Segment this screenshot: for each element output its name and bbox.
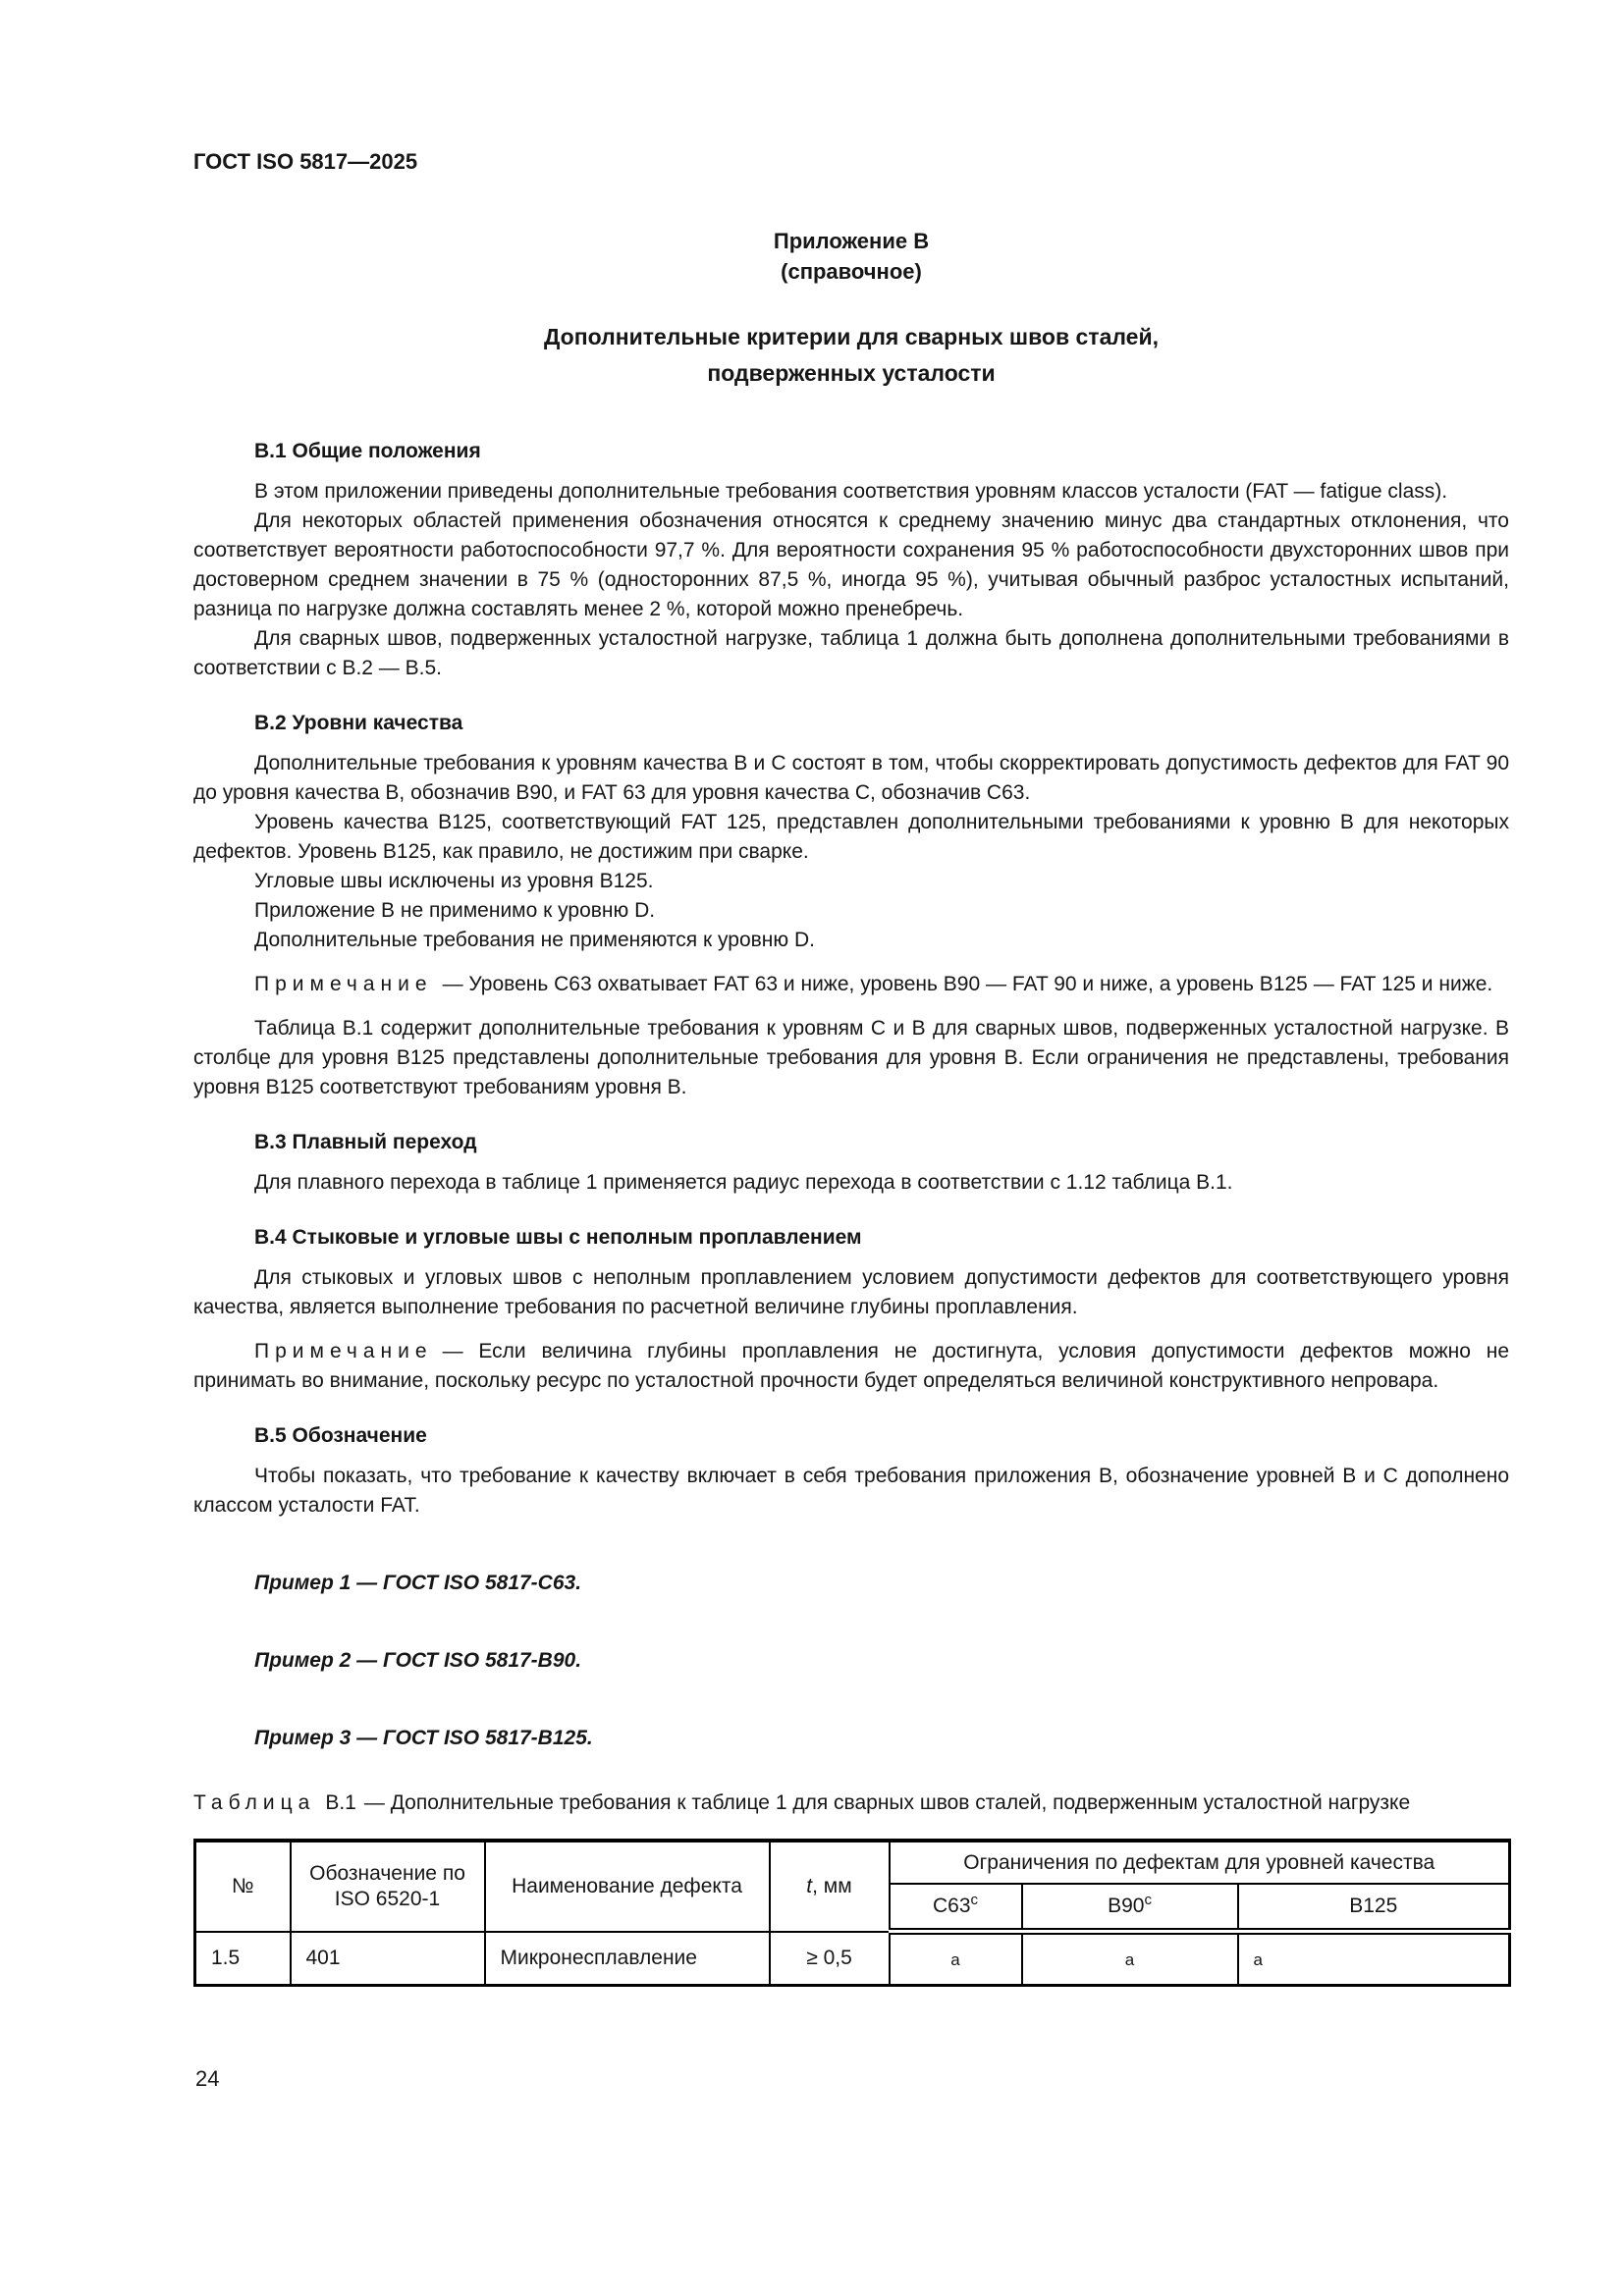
col-header-c63-label: С63 [932,1895,971,1917]
table-b1-header [195,1841,1510,1932]
appendix-name: Приложение В [773,229,930,253]
paragraph-b2-4: Приложение В не применимо к уровню D. [254,899,656,922]
col-header-defect: Наименование дефекта [485,1841,770,1932]
cell-b125-footnote: а [1253,1950,1263,1969]
appendix-block [193,226,1509,287]
col-header-designation: Обозначение по ISO 6520-1 [291,1841,485,1932]
table-caption [193,1789,1509,1818]
note-b2-label: Примечание [254,973,433,995]
document-title-line1: Дополнительные критерии для сварных швов сталей, [544,324,1159,349]
paragraph-b1-1: В этом приложении приведены дополнительные требования соответствия уровням классов усталости (FAT — fatigue class). [254,480,1448,503]
col-header-t-symbol: t [806,1874,813,1897]
col-header-b90 [1022,1884,1238,1932]
cell-defect: Микронесплавление [485,1932,770,1986]
section-heading-b3: В.3 Плавный переход [254,1131,477,1153]
document-title-line2: подверженных усталости [707,360,996,386]
note-b2-text: — Уровень С63 охватывает FAT 63 и ниже, уровень В90 — FAT 90 и ниже, а уровень В125 — FAT 125 и ниже. [442,973,1493,995]
cell-c63-footnote: а [950,1950,960,1969]
section-heading-b2: В.2 Уровни качества [254,712,463,734]
note-b2 [193,970,1509,999]
paragraph-b2-6: Таблица В.1 содержит дополнительные требования к уровням С и В для сварных швов, подверженных усталостной нагрузке. В столбце для уровня В125 представлены дополнительные требования для уровня В. Если ограничения не представлены, требования уровня В125 соответствуют требованиям уровня В. [193,1017,1509,1098]
example-1: Пример 1 — ГОСТ ISO 5817-С63. [254,1572,582,1594]
paragraph-b4-1: Для стыковых и угловых швов с неполным проплавлением условием допустимости дефектов для соответствующего уровня качества, является выполнение требования по расчетной величине глубины проплавления. [193,1266,1509,1318]
page-content [193,0,1509,1987]
example-3: Пример 3 — ГОСТ ISO 5817-В125. [254,1727,593,1749]
col-header-limits: Ограничения по дефектам для уровней качества [890,1841,1510,1884]
table-caption-word: Таблица [193,1791,316,1814]
table-b1 [193,1839,1511,1987]
appendix-kind: (справочное) [781,259,922,284]
paragraph-b5-1: Чтобы показать, что требование к качеству включает в себя требования приложения В, обозначение уровней В и С дополнено классом усталости FAT. [193,1465,1509,1517]
col-header-b125: В125 [1238,1884,1510,1932]
section-heading-b5: В.5 Обозначение [254,1424,427,1447]
cell-c63 [890,1932,1022,1986]
note-b4-text: — Если величина глубины проплавления не достигнута, условия допустимости дефектов можно не принимать во внимание, поскольку ресурс по усталостной прочности будет определяться величиной конструктивного непровара. [193,1340,1509,1392]
col-header-c63 [890,1884,1022,1932]
note-b4 [193,1337,1509,1396]
col-header-t-unit: , мм [812,1874,852,1897]
cell-b90-footnote: а [1124,1950,1135,1969]
section-heading-b4: В.4 Стыковые и угловые швы с неполным проплавлением [254,1226,862,1249]
note-b4-label: Примечание [254,1340,433,1362]
col-header-b90-footnote: с [1144,1892,1152,1908]
paragraph-b2-2: Уровень качества В125, соответствующий FAT 125, представлен дополнительными требованиями к уровню В для некоторых дефектов. Уровень В125, как правило, не достижим при сварке. [193,811,1509,863]
table-caption-number: В.1 [325,1791,356,1814]
paragraph-b2-1: Дополнительные требования к уровням качества В и С состоят в том, чтобы скорректировать допустимость дефектов для FAT 90 до уровня качества В, обозначив В90, и FAT 63 для уровня качества С, обозначив С63. [193,752,1509,804]
paragraph-b1-3: Для сварных швов, подверженных усталостной нагрузке, таблица 1 должна быть дополнена дополнительными требованиями в соответствии с В.2 — В.5. [193,627,1509,679]
section-heading-b1: В.1 Общие положения [254,440,481,462]
example-2: Пример 2 — ГОСТ ISO 5817-В90. [254,1649,582,1672]
col-header-c63-footnote: с [970,1892,979,1908]
cell-b90 [1022,1932,1238,1986]
paragraph-b1-2: Для некоторых областей применения обозначения относятся к среднему значению минус два стандартных отклонения, что соответствует вероятности работоспособности 97,7 %. Для вероятности сохранения 95 % работоспособности двухсторонних швов при достоверном среднем значении в 75 % (односторонних 87,5 %, иногда 95 %), учитывая обычный разброс усталостных испытаний, разница по нагрузке должна составлять менее 2 %, которой можно пренебречь. [193,509,1509,620]
cell-b125 [1238,1932,1510,1986]
table-row [195,1932,1510,1986]
col-header-thickness [770,1841,890,1932]
document-title [193,319,1509,392]
paragraph-b2-5: Дополнительные требования не применяются к уровню D. [254,929,815,951]
cell-thickness: ≥ 0,5 [770,1932,890,1986]
cell-designation: 401 [291,1932,485,1986]
table-caption-text: — Дополнительные требования к таблице 1 для сварных швов сталей, подверженным усталостной нагрузке [363,1791,1411,1814]
page-number: 24 [195,2066,220,2091]
paragraph-b3-1: Для плавного перехода в таблице 1 применяется радиус перехода в соответствии с 1.12 таблица В.1. [254,1171,1233,1194]
cell-number: 1.5 [195,1932,291,1986]
col-header-number: № [195,1841,291,1932]
doc-code: ГОСТ ISO 5817—2025 [193,149,418,174]
col-header-b90-label: В90 [1108,1895,1145,1917]
paragraph-b2-3: Угловые швы исключены из уровня В125. [254,870,654,892]
